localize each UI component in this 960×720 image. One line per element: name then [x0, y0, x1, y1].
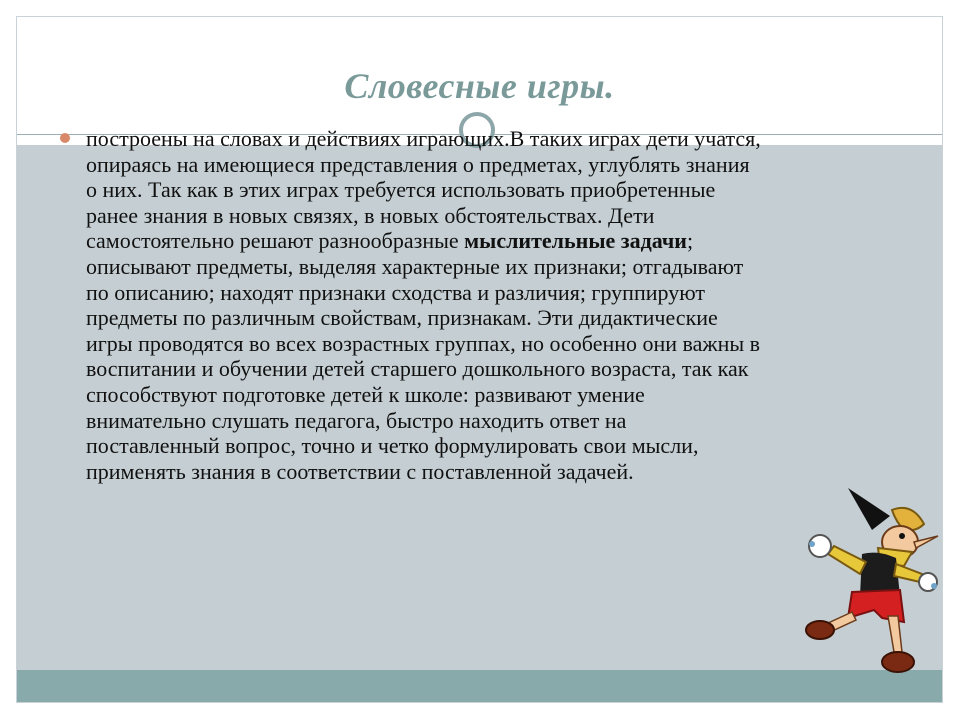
body-line: [86, 228, 916, 254]
bullet-dot-icon: [60, 133, 70, 143]
body-line: внимательно слушать педагога, быстро находить ответ на: [86, 407, 627, 433]
highlight-text: мыслительные задачи: [464, 228, 687, 254]
body-line: построены на словах и действиях играющих.В таких играх дети учатся,: [86, 126, 761, 151]
slide-title: Словесные игры.: [344, 66, 615, 106]
body-line: предметы по различным свойствам, признакам. Эти дидактические: [86, 305, 718, 331]
body-line: воспитании и обучении детей старшего дошкольного возраста, так как: [86, 356, 749, 382]
body-line: ранее знания в новых связях, в новых обстоятельствах. Дети: [86, 202, 655, 228]
body-line: по описанию; находят признаки сходства и различия; группируют: [86, 279, 705, 305]
body-line: способствуют подготовке детей к школе: развивают умение: [86, 381, 645, 407]
body-line-text: самостоятельно решают разнообразные: [86, 228, 465, 254]
body-line-text: ;: [686, 228, 694, 254]
body-line: игры проводятся во всех возрастных группах, но особенно они важны в: [86, 330, 761, 356]
body-line: поставленный вопрос, точно и четко формулировать свои мысли,: [86, 433, 699, 459]
body-line: применять знания в соответствии с поставленной задачей.: [86, 458, 634, 484]
body-text: [86, 126, 916, 484]
body-line: описывают предметы, выделяя характерные их признаки; отгадывают: [86, 253, 744, 279]
body-line: опираясь на имеющиеся представления о предметах, углублять знания: [86, 151, 750, 177]
body-line: о них. Так как в этих играх требуется использовать приобретенные: [86, 177, 716, 203]
pinocchio-icon: [800, 486, 940, 686]
